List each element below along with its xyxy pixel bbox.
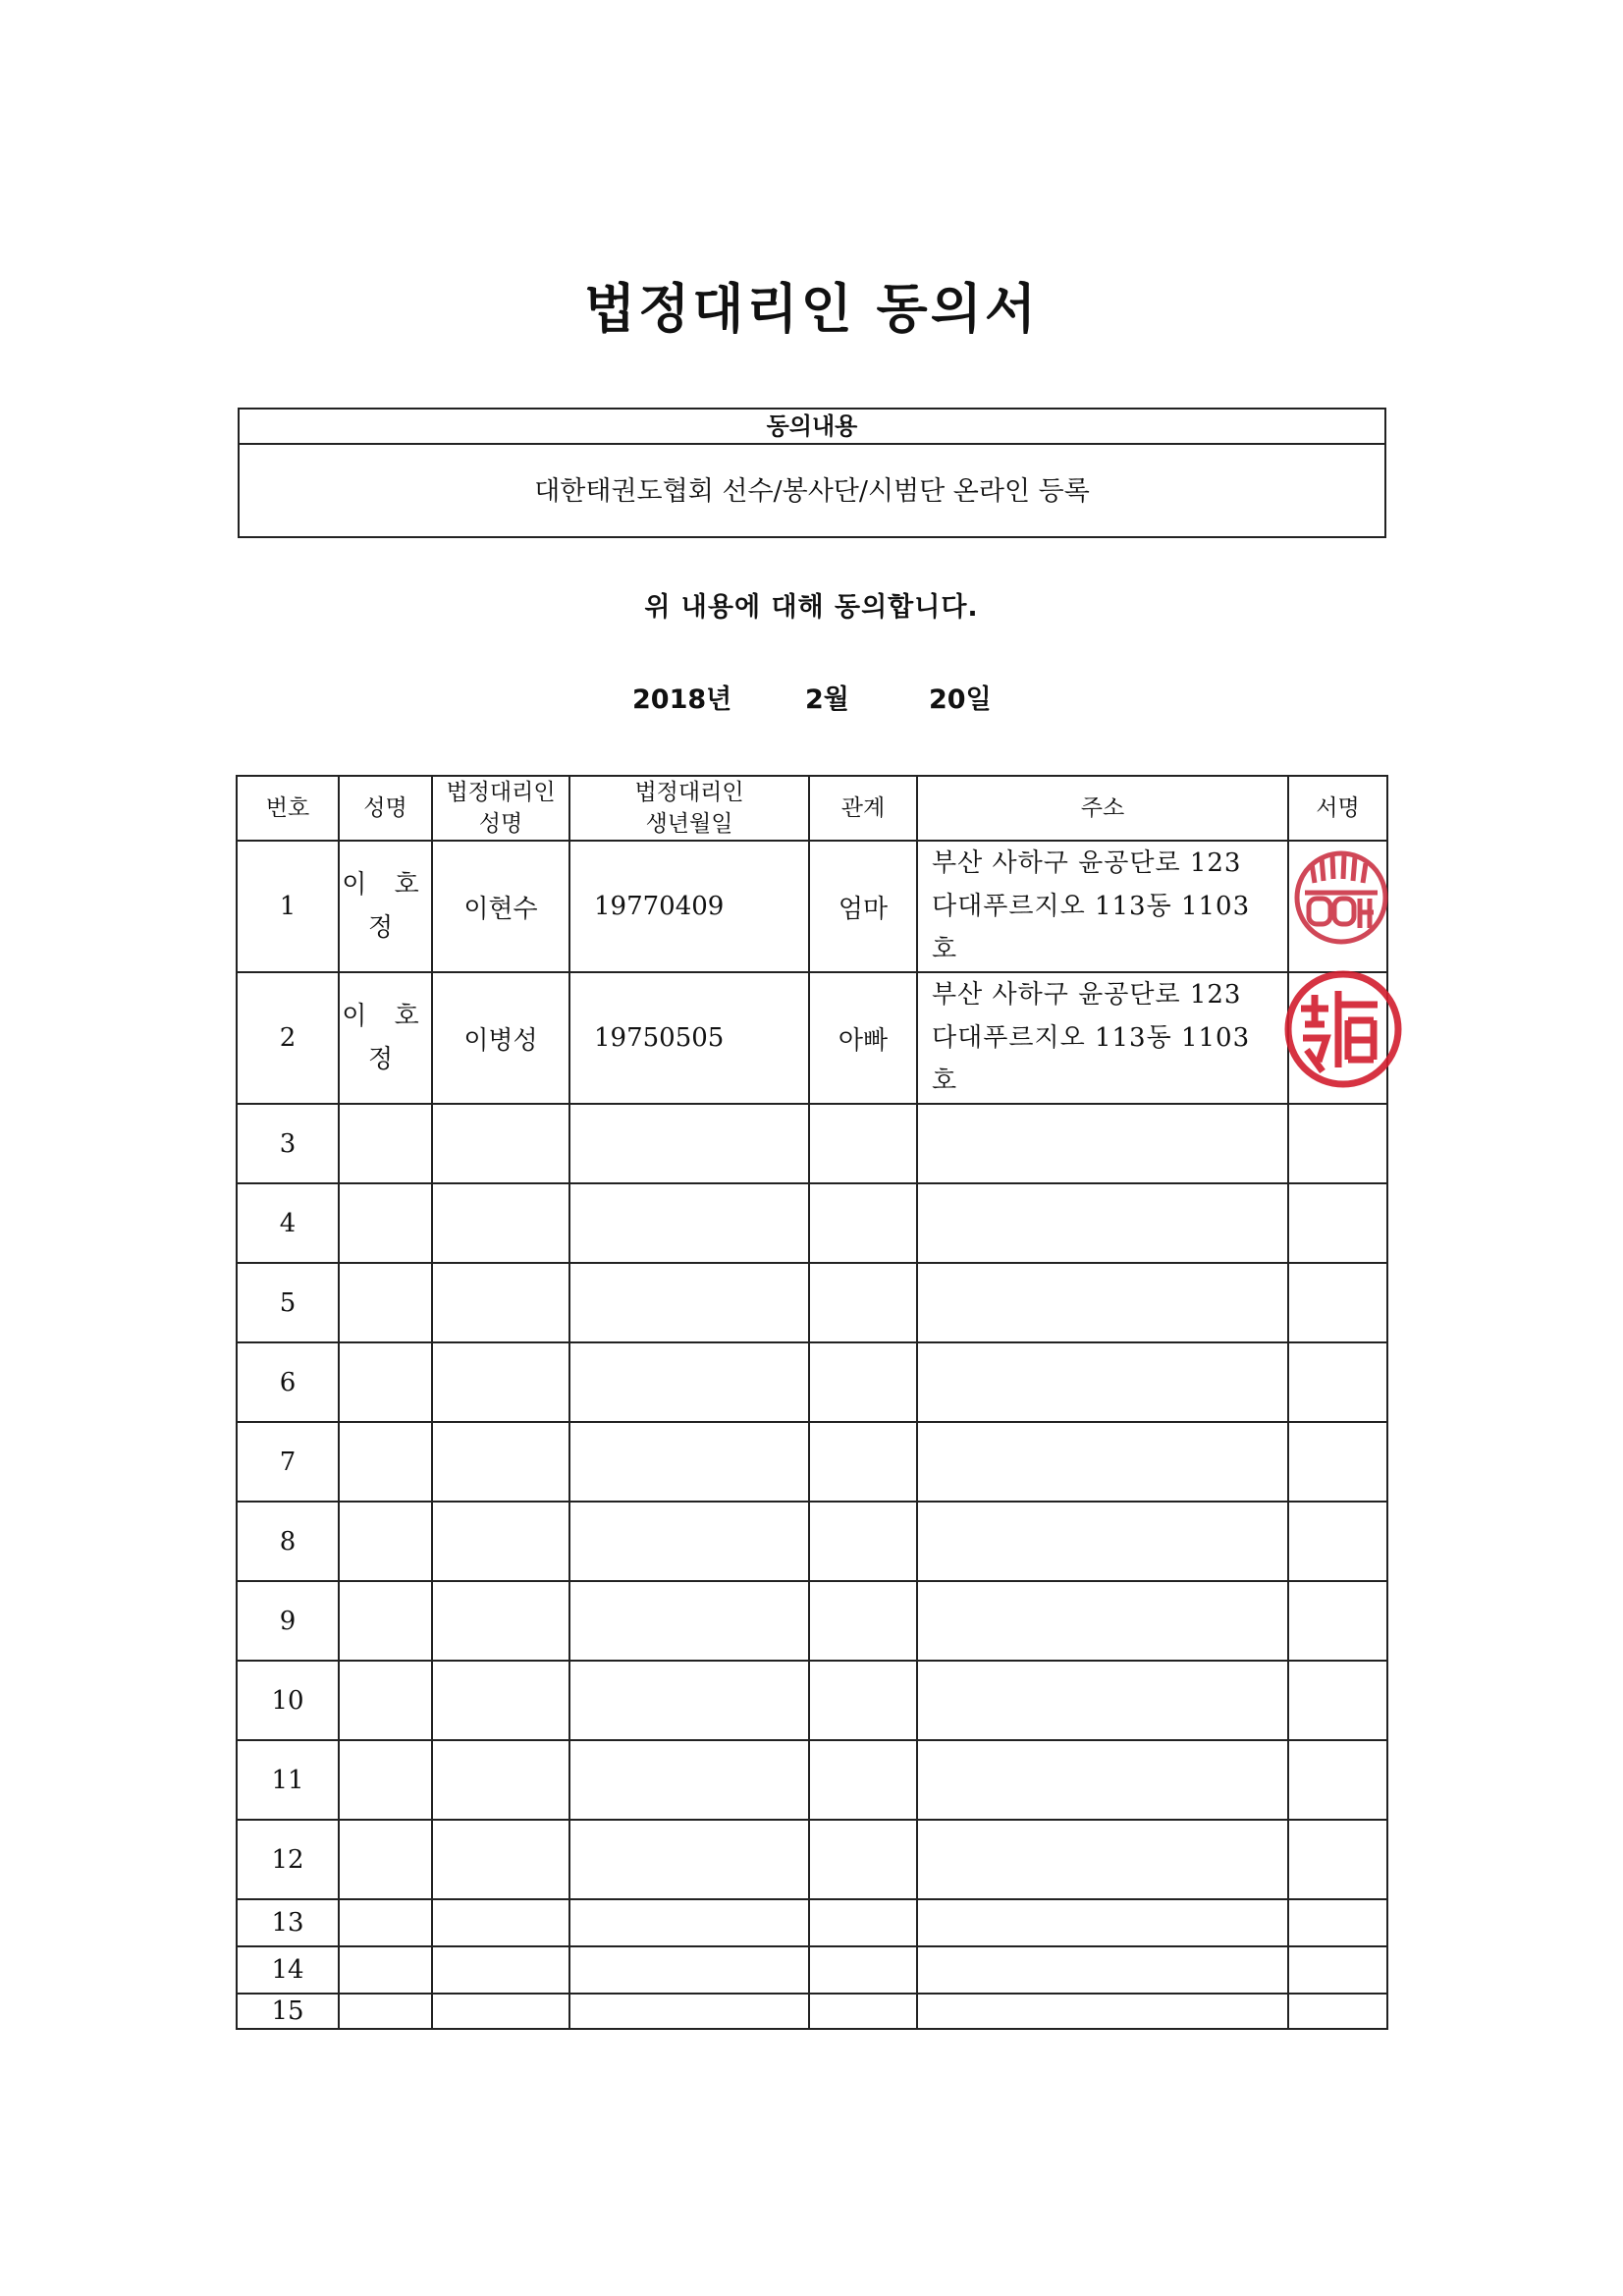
row-no: 9 [237, 1581, 339, 1661]
consent-header: 동의내용 [240, 410, 1384, 445]
date-year: 2018년 [632, 684, 732, 715]
header-address: 주소 [917, 776, 1288, 841]
consent-box [238, 408, 1386, 538]
row-address [917, 972, 1288, 1104]
row-address-line3: 호 [932, 1066, 958, 1096]
table-row [237, 841, 1387, 972]
row-no: 5 [237, 1263, 339, 1342]
row-relation: 아빠 [809, 972, 917, 1104]
row-no: 3 [237, 1104, 339, 1183]
table-row [237, 1994, 1387, 2029]
row-signature [1288, 841, 1387, 972]
header-guardian-birth-line1: 법정대리인 [634, 780, 744, 805]
row-no: 15 [237, 1994, 339, 2029]
row-address-line3: 호 [932, 935, 958, 964]
table-row [237, 1740, 1387, 1820]
table-header-row [237, 776, 1387, 841]
seal-stamp-icon [1287, 844, 1395, 952]
row-relation: 엄마 [809, 841, 917, 972]
header-guardian-name-line1: 법정대리인 [446, 780, 556, 805]
date-day: 20일 [929, 684, 992, 715]
header-no: 번호 [237, 776, 339, 841]
consent-text: 대한태권도협회 선수/봉사단/시범단 온라인 등록 [534, 476, 1090, 507]
table-row [237, 972, 1387, 1104]
row-no: 6 [237, 1342, 339, 1422]
row-name-line2: 정 [367, 913, 404, 943]
table-row [237, 1820, 1387, 1899]
header-guardian-name-line2: 성명 [478, 811, 523, 837]
table-row [237, 1104, 1387, 1183]
table-row [237, 1422, 1387, 1502]
header-signature: 서명 [1288, 776, 1387, 841]
row-no: 8 [237, 1502, 339, 1581]
row-name-line1: 이 호 [342, 1002, 429, 1031]
table-row [237, 1946, 1387, 1994]
table-row [237, 1183, 1387, 1263]
row-name [339, 972, 432, 1104]
row-no: 10 [237, 1661, 339, 1740]
row-guardian: 이병성 [432, 972, 569, 1104]
row-name [339, 841, 432, 972]
row-signature [1288, 972, 1387, 1104]
table-row [237, 1263, 1387, 1342]
row-name-line2: 정 [367, 1045, 404, 1074]
row-no: 13 [237, 1899, 339, 1946]
row-guardian: 이현수 [432, 841, 569, 972]
date-month: 2월 [805, 684, 849, 715]
row-no: 4 [237, 1183, 339, 1263]
header-name: 성명 [339, 776, 432, 841]
header-guardian-birth-line2: 생년월일 [645, 811, 733, 837]
row-birth: 19770409 [569, 841, 809, 972]
table-row [237, 1502, 1387, 1581]
header-guardian-birth [569, 776, 809, 841]
row-no: 14 [237, 1946, 339, 1994]
seal-stamp-icon [1279, 965, 1407, 1093]
row-address-line2: 다대푸르지오 113동 1103 [932, 892, 1251, 921]
row-no: 1 [237, 841, 339, 972]
row-address-line2: 다대푸르지오 113동 1103 [932, 1023, 1251, 1053]
table-row [237, 1342, 1387, 1422]
row-address-line1: 부산 사하구 윤공단로 123 [932, 848, 1242, 878]
row-birth: 19750505 [569, 972, 809, 1104]
row-no: 7 [237, 1422, 339, 1502]
guardian-table [236, 775, 1388, 2030]
header-relation: 관계 [809, 776, 917, 841]
row-address-line1: 부산 사하구 윤공단로 123 [932, 980, 1242, 1010]
table-row [237, 1661, 1387, 1740]
row-no: 2 [237, 972, 339, 1104]
table-row [237, 1899, 1387, 1946]
row-no: 11 [237, 1740, 339, 1820]
header-guardian-name [432, 776, 569, 841]
document-title: 법정대리인 동의서 [583, 278, 1040, 340]
agree-statement: 위 내용에 대해 동의합니다. [644, 592, 979, 623]
row-address [917, 841, 1288, 972]
row-name-line1: 이 호 [342, 870, 429, 900]
row-no: 12 [237, 1820, 339, 1899]
table-row [237, 1581, 1387, 1661]
